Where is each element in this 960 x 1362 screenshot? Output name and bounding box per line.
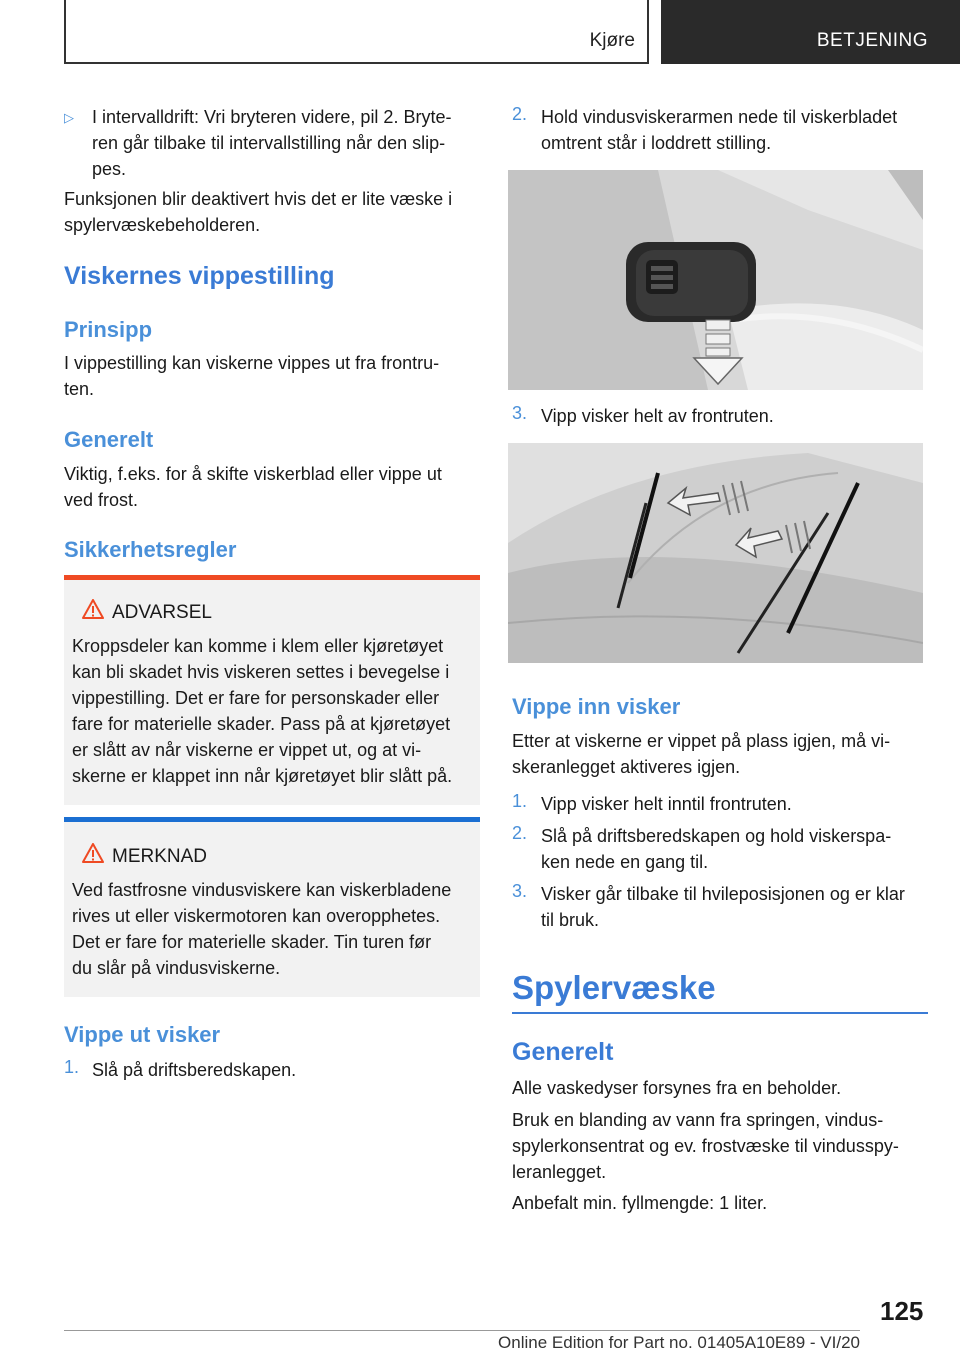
step-text: Slå på driftsberedskapen. [92,1060,297,1080]
notice-line: du slår på vindusviskerne. [72,958,281,978]
step-number: 1. [512,791,528,811]
bullet-line-1: I intervalldrift: Vri bryteren videre, pil 2. Bryte- [92,107,452,127]
header-section-title: Kjøre [589,30,635,51]
warning-line: Kroppsdeler kan komme i klem eller kjøretøyet [72,636,444,656]
footer-rule [64,1330,860,1331]
page-number: 125 [880,1296,924,1326]
bullet-triangle-icon: ▷ [64,110,74,125]
step-number: 1. [64,1057,80,1077]
step-text: Slå på driftsberedskapen og hold viskerspa- [541,826,892,846]
step-text: Visker går tilbake til hvileposisjonen og er klar [541,884,905,904]
bullet-line-3: pes. [92,159,127,179]
step-text: Vipp visker helt inntil frontruten. [541,794,792,814]
step-number: 2. [512,823,528,843]
gen2-para-2-line-3: leranlegget. [512,1162,607,1182]
heading-viskernes-vippestilling: Viskernes vippestilling [64,262,335,290]
para-line-2: spylervæskebeholderen. [64,215,261,235]
header-chapter-tab [661,0,960,64]
prinsipp-line-2: ten. [64,379,95,399]
step-text: til bruk. [541,910,600,930]
warning-line: fare for materielle skader. Pass på at kjøretøyet [72,714,451,734]
heading-sikkerhetsregler: Sikkerhetsregler [64,537,237,562]
heading-generelt-spyler: Generelt [512,1038,614,1066]
notice-box [64,817,480,997]
heading-spylervaeske: Spylervæske [512,969,716,1006]
step-number: 3. [512,403,528,423]
warning-triangle-icon [82,599,104,619]
step-number: 3. [512,881,528,901]
heading-prinsipp: Prinsipp [64,317,153,342]
warning-title: ADVARSEL [112,602,212,623]
heading-vippe-ut-visker: Vippe ut visker [64,1022,221,1047]
warning-line: kan bli skadet hvis viskeren settes i bevegelse i [72,662,450,682]
bullet-line-2: ren går tilbake til intervallstilling når den slip- [92,133,446,153]
footer-edition: Online Edition for Part no. 01405A10E89 - VI/20 [498,1333,860,1352]
windshield-wipers-photo [508,443,923,663]
wiper-arm-illustration [508,170,923,390]
notice-text [72,877,476,981]
warning-box [64,575,480,805]
header-chapter-title: BETJENING [816,30,928,51]
step-text: ken nede en gang til. [541,852,709,872]
generelt-line-1: Viktig, f.eks. for å skifte viskerblad eller vippe ut [64,464,442,484]
notice-title: MERKNAD [112,846,208,867]
section-rule [512,1012,928,1014]
warning-bar [64,575,480,580]
notice-line: Det er fare for materielle skader. Tin turen før [72,932,432,952]
gen2-para-2-line-1: Bruk en blanding av vann fra springen, vindus- [512,1110,884,1130]
gen2-para-1: Alle vaskedyser forsynes fra en beholder. [512,1078,842,1098]
inn-line-1: Etter at viskerne er vippet på plass igjen, må vi- [512,731,891,751]
notice-triangle-icon [82,843,104,863]
para-line-1: Funksjonen blir deaktivert hvis det er lite væske i [64,189,453,209]
warning-text [72,633,476,789]
step3-text: Vipp visker helt av frontruten. [541,406,774,426]
heading-vippe-inn-visker: Vippe inn visker [512,694,681,719]
prinsipp-line-1: I vippestilling kan viskerne vippes ut fra frontru- [64,353,440,373]
gen2-para-3: Anbefalt min. fyllmengde: 1 liter. [512,1193,768,1213]
inn-line-2: skeranlegget aktiveres igjen. [512,757,741,777]
step2-line-2: omtrent står i loddrett stilling. [541,133,772,153]
notice-line: rives ut eller viskermotoren kan overopphetes. [72,906,441,926]
generelt-line-2: ved frost. [64,490,139,510]
notice-bar [64,817,480,822]
windshield-wipers-illustration [508,443,923,663]
warning-line: vippestilling. Det er fare for personskader eller [72,688,440,708]
wiper-arm-photo [508,170,923,390]
warning-line: skerne er klappet inn når kjøretøyet blir slått på. [72,766,453,786]
step-number: 2. [512,104,528,124]
warning-line: er slått av når viskerne er vippet ut, og at vi- [72,740,422,760]
header-section-box [64,0,649,64]
step2-line-1: Hold vindusviskerarmen nede til viskerbladet [541,107,898,127]
notice-line: Ved fastfrosne vindusviskere kan viskerbladene [72,880,452,900]
gen2-para-2-line-2: spylerkonsentrat og ev. frostvæske til vindusspy- [512,1136,899,1156]
heading-generelt: Generelt [64,427,154,452]
